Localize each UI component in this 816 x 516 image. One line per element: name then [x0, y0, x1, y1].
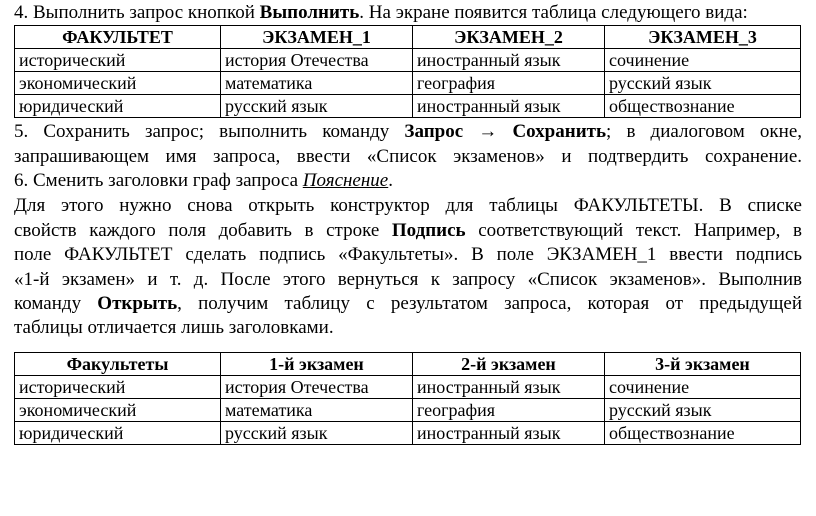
- table-cell: русский язык: [221, 95, 413, 118]
- arrow-icon: →: [463, 121, 513, 142]
- table-header-cell: 2-й экзамен: [413, 353, 605, 376]
- table-cell: экономический: [15, 72, 221, 95]
- step4-text-end: . На экране появится таблица следующего вида:: [359, 2, 748, 23]
- property-caption: Подпись: [391, 220, 466, 241]
- step6-line3-end: соответствующий текст. Например, в: [465, 220, 802, 241]
- step4-paragraph: [14, 2, 802, 24]
- table-cell: математика: [221, 72, 413, 95]
- step6-line5: «1-й экзамен» и т. д. После этого вернуться к запросу «Список экзаменов». Выполнив: [14, 269, 802, 290]
- table-cell: математика: [221, 399, 413, 422]
- table-header-cell: 1-й экзамен: [221, 353, 413, 376]
- menu-query: Запрос: [404, 121, 464, 142]
- table-cell: юридический: [15, 422, 221, 445]
- step6-text: 6. Сменить заголовки граф запроса: [14, 170, 303, 191]
- step6-line2: Для этого нужно снова открыть конструктор для таблицы ФАКУЛЬТЕТЫ. В списке: [14, 195, 802, 216]
- step5-paragraph-line1: [14, 121, 802, 143]
- step6-line3: [14, 220, 802, 242]
- table-row: [15, 49, 801, 72]
- table-header-cell: ЭКЗАМЕН_1: [221, 26, 413, 49]
- step5-text-end: ; в диалоговом окне,: [606, 121, 803, 142]
- step4-text: 4. Выполнить запрос кнопкой: [14, 2, 260, 23]
- table-cell: иностранный язык: [413, 422, 605, 445]
- table-cell: обществознание: [605, 95, 801, 118]
- table-cell: иностранный язык: [413, 95, 605, 118]
- table-cell: юридический: [15, 95, 221, 118]
- table-row: [15, 399, 801, 422]
- table-cell: русский язык: [605, 72, 801, 95]
- step6-term: Пояснение: [302, 170, 389, 191]
- table-header-cell: ФАКУЛЬТЕТ: [15, 26, 221, 49]
- step5-paragraph-line2: запрашивающем имя запроса, ввести «Список экзаменов» и подтвердить сохранение.: [14, 146, 802, 167]
- step4-command: Выполнить: [259, 2, 360, 23]
- table-row: [15, 95, 801, 118]
- table-row: [15, 422, 801, 445]
- table-row: [15, 376, 801, 399]
- step6-line7: таблицы отличается лишь заголовками.: [14, 317, 334, 338]
- step6-line3-text: свойств каждого поля добавить в строке: [14, 220, 392, 241]
- table-cell: сочинение: [605, 376, 801, 399]
- table-cell: обществознание: [605, 422, 801, 445]
- table-cell: исторический: [15, 49, 221, 72]
- table-cell: исторический: [15, 376, 221, 399]
- table-row: [15, 72, 801, 95]
- table-cell: иностранный язык: [413, 49, 605, 72]
- table-cell: иностранный язык: [413, 376, 605, 399]
- exams-table-captioned: [14, 352, 801, 445]
- table-header-cell: ЭКЗАМЕН_2: [413, 26, 605, 49]
- table-cell: география: [413, 399, 605, 422]
- step6-heading: [14, 170, 802, 192]
- command-open: Открыть: [97, 293, 178, 314]
- step6-line6-text: команду: [14, 293, 98, 314]
- table-cell: история Отечества: [221, 49, 413, 72]
- table-cell: история Отечества: [221, 376, 413, 399]
- step6-text-end: .: [388, 170, 393, 191]
- step6-line6-end: , получим таблицу с результатом запроса, которая от предыдущей: [177, 293, 802, 314]
- table-header-cell: 3-й экзамен: [605, 353, 801, 376]
- table-cell: русский язык: [221, 422, 413, 445]
- step6-line4: поле ФАКУЛЬТЕТ сделать подпись «Факультеты». В поле ЭКЗАМЕН_1 ввести подпись: [14, 244, 802, 265]
- table-header-cell: Факультеты: [15, 353, 221, 376]
- table-header-row: [15, 26, 801, 49]
- step5-text: 5. Сохранить запрос; выполнить команду: [14, 121, 405, 142]
- table-cell: экономический: [15, 399, 221, 422]
- table-cell: русский язык: [605, 399, 801, 422]
- step6-line6: [14, 293, 802, 315]
- table-header-row: [15, 353, 801, 376]
- table-cell: география: [413, 72, 605, 95]
- menu-save: Сохранить: [512, 121, 607, 142]
- table-header-cell: ЭКЗАМЕН_3: [605, 26, 801, 49]
- table-cell: сочинение: [605, 49, 801, 72]
- exams-table-original: [14, 25, 801, 118]
